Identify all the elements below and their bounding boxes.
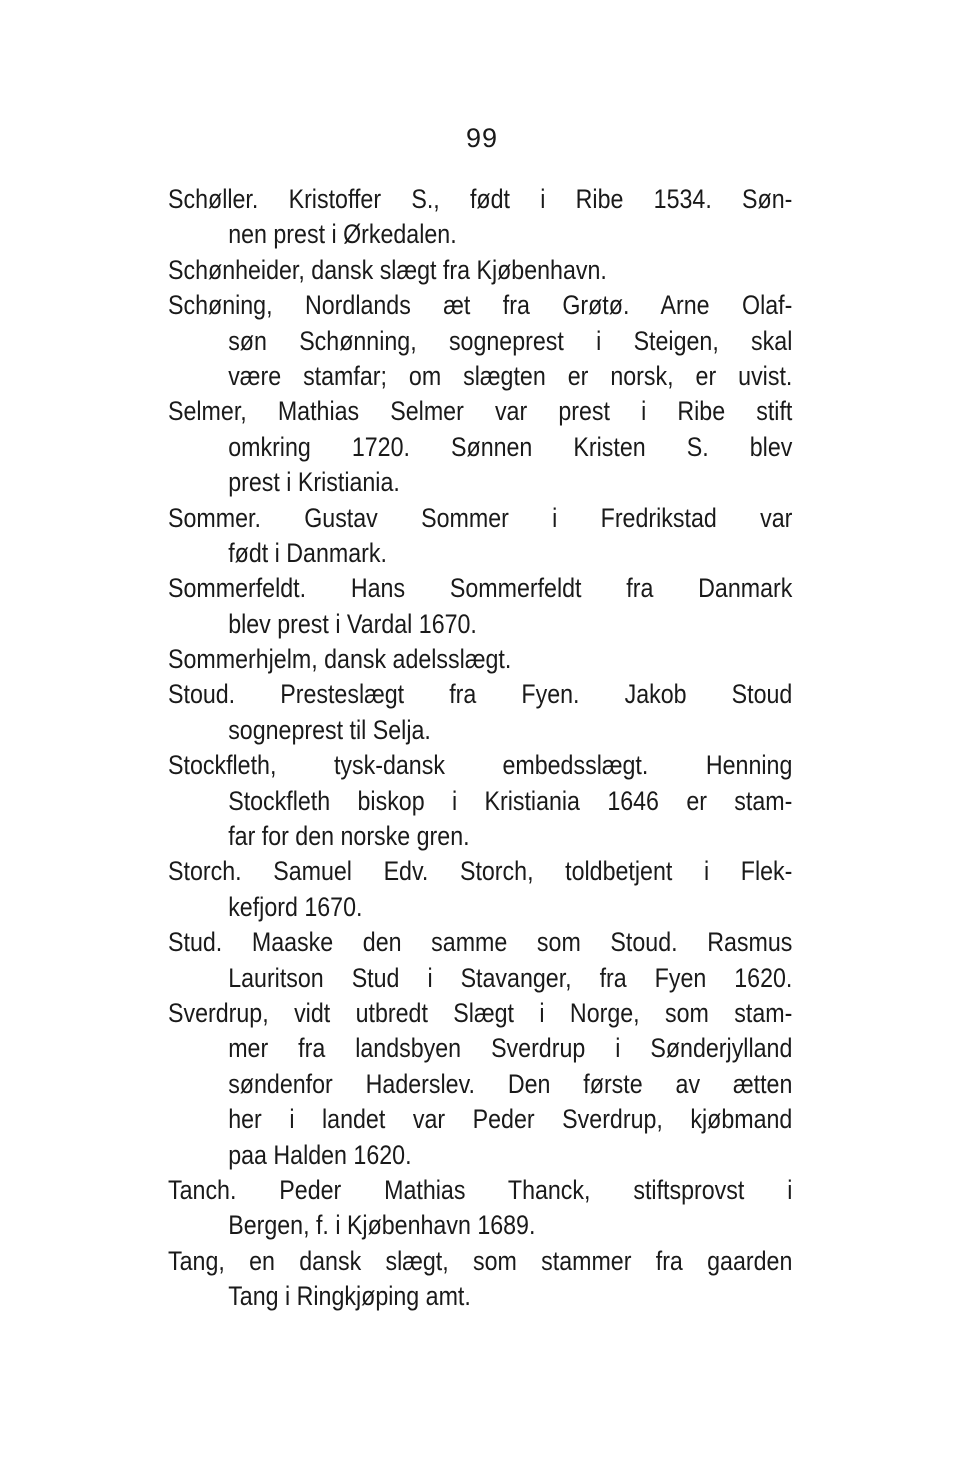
entry-continuation-line: Bergen, f. i Kjøbenhavn 1689. <box>228 1210 536 1241</box>
entry-first-line: Sommer. Gustav Sommer i Fredrikstad var <box>168 502 793 533</box>
entry-continuation-line: søn Schønning, sogneprest i Steigen, skal <box>228 325 793 356</box>
entry-first-line: Schøning, Nordlands æt fra Grøtø. Arne Olaf- <box>168 290 793 321</box>
entry-continuation-line: prest i Kristiania. <box>228 467 400 498</box>
entry-continuation-line: født i Danmark. <box>228 537 387 568</box>
entry-list <box>168 182 796 1315</box>
entry-continuation-line: omkring 1720. Sønnen Kristen S. blev <box>228 431 793 462</box>
entry-first-line: Stockfleth, tysk-dansk embedsslægt. Henning <box>168 750 793 781</box>
entry-continuation-line: paa Halden 1620. <box>228 1139 412 1170</box>
entry-continuation-line: far for den norske gren. <box>228 821 470 852</box>
page-number: 99 <box>465 123 499 153</box>
entry-first-line: Stud. Maaske den samme som Stoud. Rasmus <box>168 927 793 958</box>
entry-first-line: Stoud. Presteslægt fra Fyen. Jakob Stoud <box>168 679 793 710</box>
entry-first-line: Storch. Samuel Edv. Storch, toldbetjent i Flek- <box>168 856 793 887</box>
entry-continuation-line: kefjord 1670. <box>228 891 363 922</box>
entry-continuation-line: være stamfar; om slægten er norsk, er uvist. <box>228 360 793 391</box>
entry-continuation-line: Tang i Ringkjøping amt. <box>228 1281 471 1312</box>
entry-continuation-line: Stockfleth biskop i Kristiania 1646 er stam- <box>228 785 793 816</box>
entry-first-line: Sverdrup, vidt utbredt Slægt i Norge, som stam- <box>168 997 793 1028</box>
entry-first-line: Sommerhjelm, dansk adelsslægt. <box>168 644 512 675</box>
entry-continuation-line: blev prest i Vardal 1670. <box>228 608 477 639</box>
entry-first-line: Tanch. Peder Mathias Thanck, stiftsprovst i <box>168 1174 793 1205</box>
entry-first-line: Tang, en dansk slægt, som stammer fra gaarden <box>168 1245 793 1276</box>
entry-continuation-line: Lauritson Stud i Stavanger, fra Fyen 1620. <box>228 962 793 993</box>
entry-continuation-line: nen prest i Ørkedalen. <box>228 219 457 250</box>
entry-first-line: Schøller. Kristoffer S., født i Ribe 1534. Søn- <box>168 184 793 214</box>
entry-first-line: Selmer, Mathias Selmer var prest i Ribe stift <box>168 396 793 427</box>
entry-first-line: Schønheider, dansk slægt fra Kjøbenhavn. <box>168 254 607 285</box>
entry-continuation-line: søndenfor Haderslev. Den første av ætten <box>228 1068 793 1099</box>
entry-continuation-line: her i landet var Peder Sverdrup, kjøbmand <box>228 1104 793 1135</box>
entry-continuation-line: mer fra landsbyen Sverdrup i Sønderjylland <box>228 1033 793 1064</box>
entry-continuation-line: sogneprest til Selja. <box>228 714 431 745</box>
entry-first-line: Sommerfeldt. Hans Sommerfeldt fra Danmark <box>168 573 793 604</box>
